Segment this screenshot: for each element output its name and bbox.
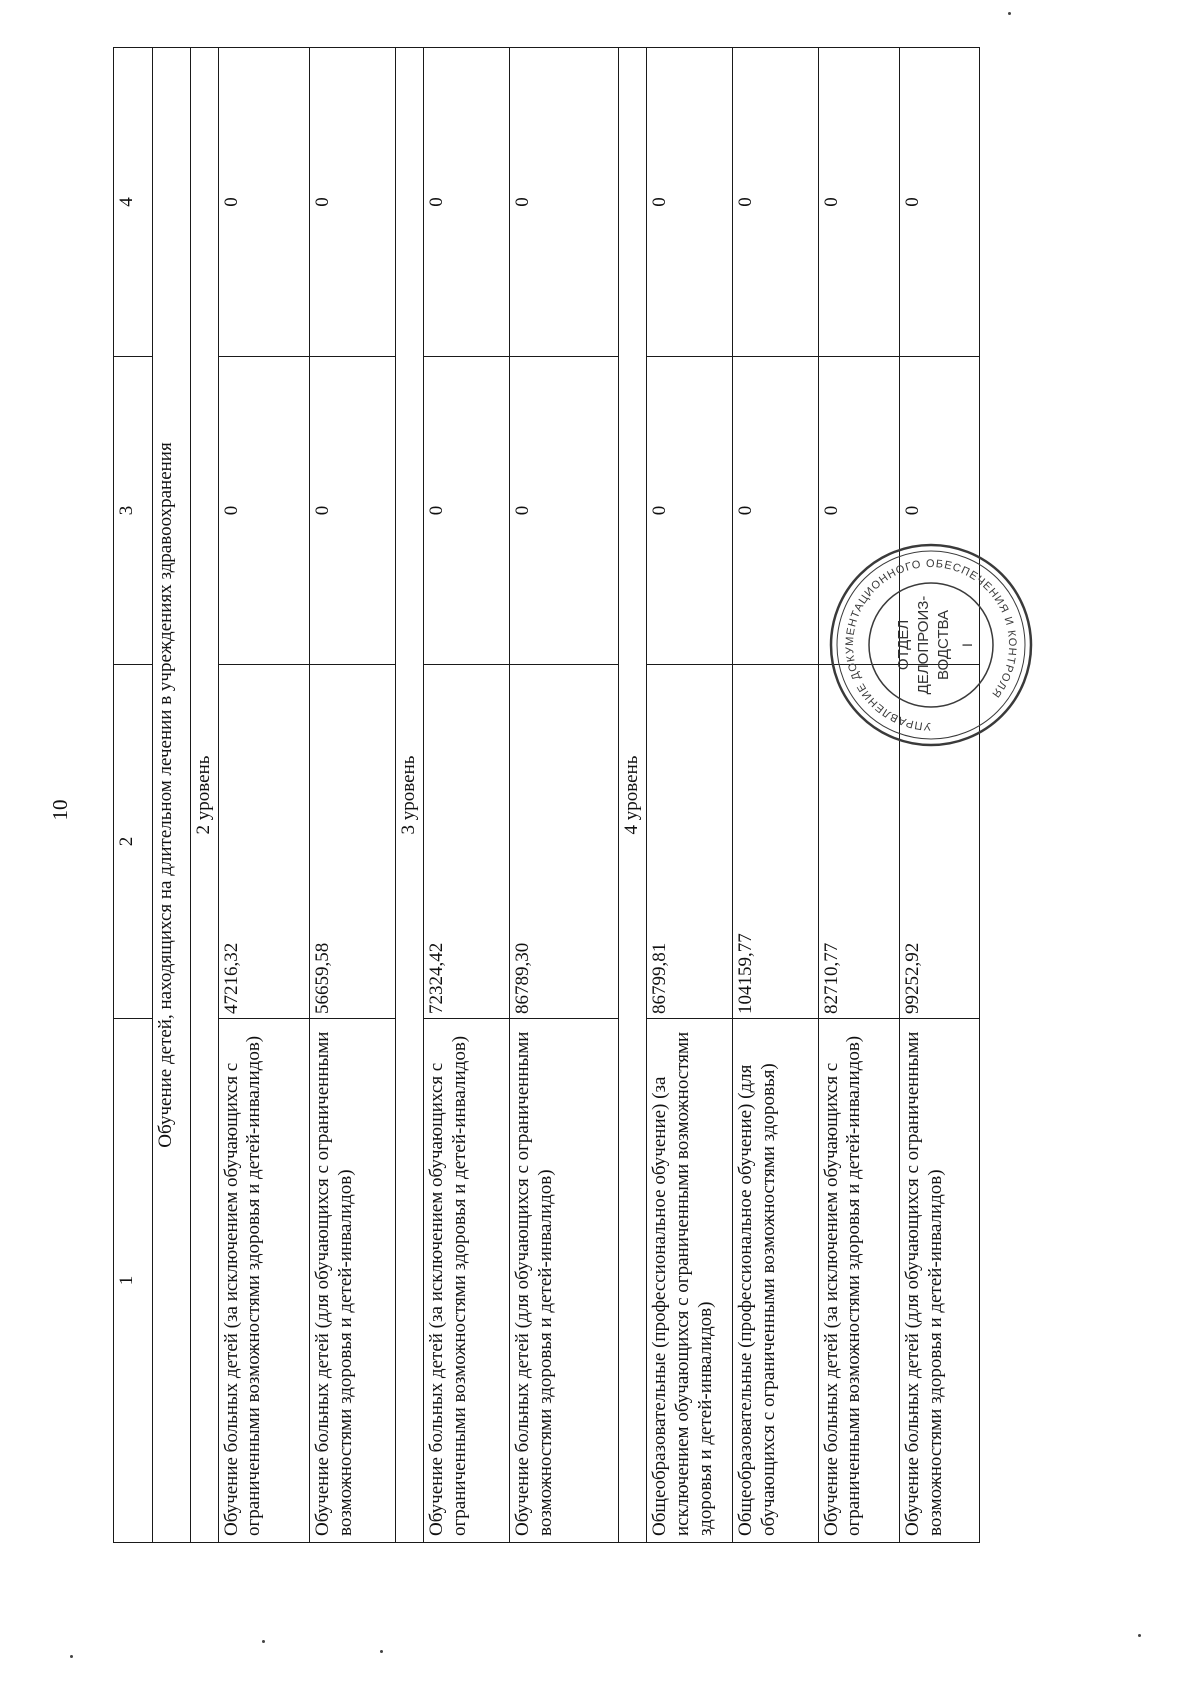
page-number: 10 — [48, 799, 72, 821]
value-col4: 0 — [218, 48, 310, 357]
section-title: Обучение детей, находящихся на длительном лечении в учреждениях здравоохранения — [153, 48, 190, 1543]
service-name: Обучение больных детей (за исключением обучающихся с ограниченными возможностями здоровья и детей-инвалидов) — [424, 1019, 510, 1543]
scan-speck — [70, 1655, 73, 1658]
service-name: Обучение больных детей (за исключением обучающихся с ограниченными возможностями здоровья и детей-инвалидов) — [818, 1019, 900, 1543]
table-row — [647, 48, 733, 1543]
value-col2: 86799,81 — [647, 665, 733, 1019]
table-row — [900, 48, 980, 1543]
table-row — [732, 48, 818, 1543]
column-header-3: 3 — [114, 357, 153, 665]
level-row — [396, 48, 424, 1543]
stamp-line-1: ОТДЕЛ — [895, 619, 912, 671]
value-col3: 0 — [647, 357, 733, 665]
value-col2: 86789,30 — [510, 665, 619, 1019]
table-row — [818, 48, 900, 1543]
value-col3: 0 — [900, 357, 980, 665]
value-col4: 0 — [424, 48, 510, 357]
stamp-ring-text: УПРАВЛЕНИЕ ДОКУМЕНТАЦИОННОГО ОБЕСПЕЧЕНИЯ И КОНТРОЛЯ — [843, 557, 1019, 733]
stamp-line-3: ВОДСТВА — [935, 609, 952, 681]
value-col4: 0 — [647, 48, 733, 357]
tariff-table — [113, 47, 980, 1543]
service-name: Обучение больных детей (для обучающихся с ограниченными возможностями здоровья и детей-инвалидов) — [900, 1019, 980, 1543]
scan-speck — [1138, 1634, 1141, 1637]
scan-speck — [380, 1650, 383, 1653]
value-col3: 0 — [218, 357, 310, 665]
column-header-2: 2 — [114, 665, 153, 1019]
value-col2: 47216,32 — [218, 665, 310, 1019]
value-col3: 0 — [818, 357, 900, 665]
value-col4: 0 — [818, 48, 900, 357]
table-row — [424, 48, 510, 1543]
table-row — [510, 48, 619, 1543]
office-stamp — [826, 540, 1036, 750]
value-col2: 99252,92 — [900, 665, 980, 1019]
value-col4: 0 — [900, 48, 980, 357]
value-col3: 0 — [310, 357, 396, 665]
level-row — [190, 48, 218, 1543]
service-name: Обучение больных детей (для обучающихся с ограниченными возможностями здоровья и детей-инвалидов) — [510, 1019, 619, 1543]
value-col4: 0 — [510, 48, 619, 357]
value-col2: 82710,77 — [818, 665, 900, 1019]
level-label: 3 уровень — [396, 48, 424, 1543]
column-header-4: 4 — [114, 48, 153, 357]
stamp-line-4: I — [959, 643, 975, 647]
value-col4: 0 — [310, 48, 396, 357]
level-label: 2 уровень — [190, 48, 218, 1543]
level-row — [618, 48, 646, 1543]
service-name: Обучение больных детей (за исключением обучающихся с ограниченными возможностями здоровья и детей-инвалидов) — [218, 1019, 310, 1543]
table-row — [310, 48, 396, 1543]
scan-speck — [262, 1640, 265, 1643]
value-col2: 56659,58 — [310, 665, 396, 1019]
service-name: Общеобразовательные (профессиональное обучение) (за исключением обучающихся с ограниченными возможностями здоровья и детей-инвалидов) — [647, 1019, 733, 1543]
value-col4: 0 — [732, 48, 818, 357]
service-name: Общеобразовательные (профессиональное обучение) (для обучающихся с ограниченными возможностями здоровья) — [732, 1019, 818, 1543]
column-header-row — [114, 48, 153, 1543]
value-col2: 72324,42 — [424, 665, 510, 1019]
section-title-row — [153, 48, 190, 1543]
stamp-line-2: ДЕЛОПРОИЗ- — [915, 595, 932, 695]
value-col3: 0 — [732, 357, 818, 665]
column-header-1: 1 — [114, 1019, 153, 1543]
scan-speck — [1008, 12, 1011, 15]
service-name: Обучение больных детей (для обучающихся с ограниченными возможностями здоровья и детей-инвалидов) — [310, 1019, 396, 1543]
table-row — [218, 48, 310, 1543]
level-label: 4 уровень — [618, 48, 646, 1543]
value-col2: 104159,77 — [732, 665, 818, 1019]
value-col3: 0 — [424, 357, 510, 665]
value-col3: 0 — [510, 357, 619, 665]
rotated-table-wrapper — [113, 48, 980, 1543]
